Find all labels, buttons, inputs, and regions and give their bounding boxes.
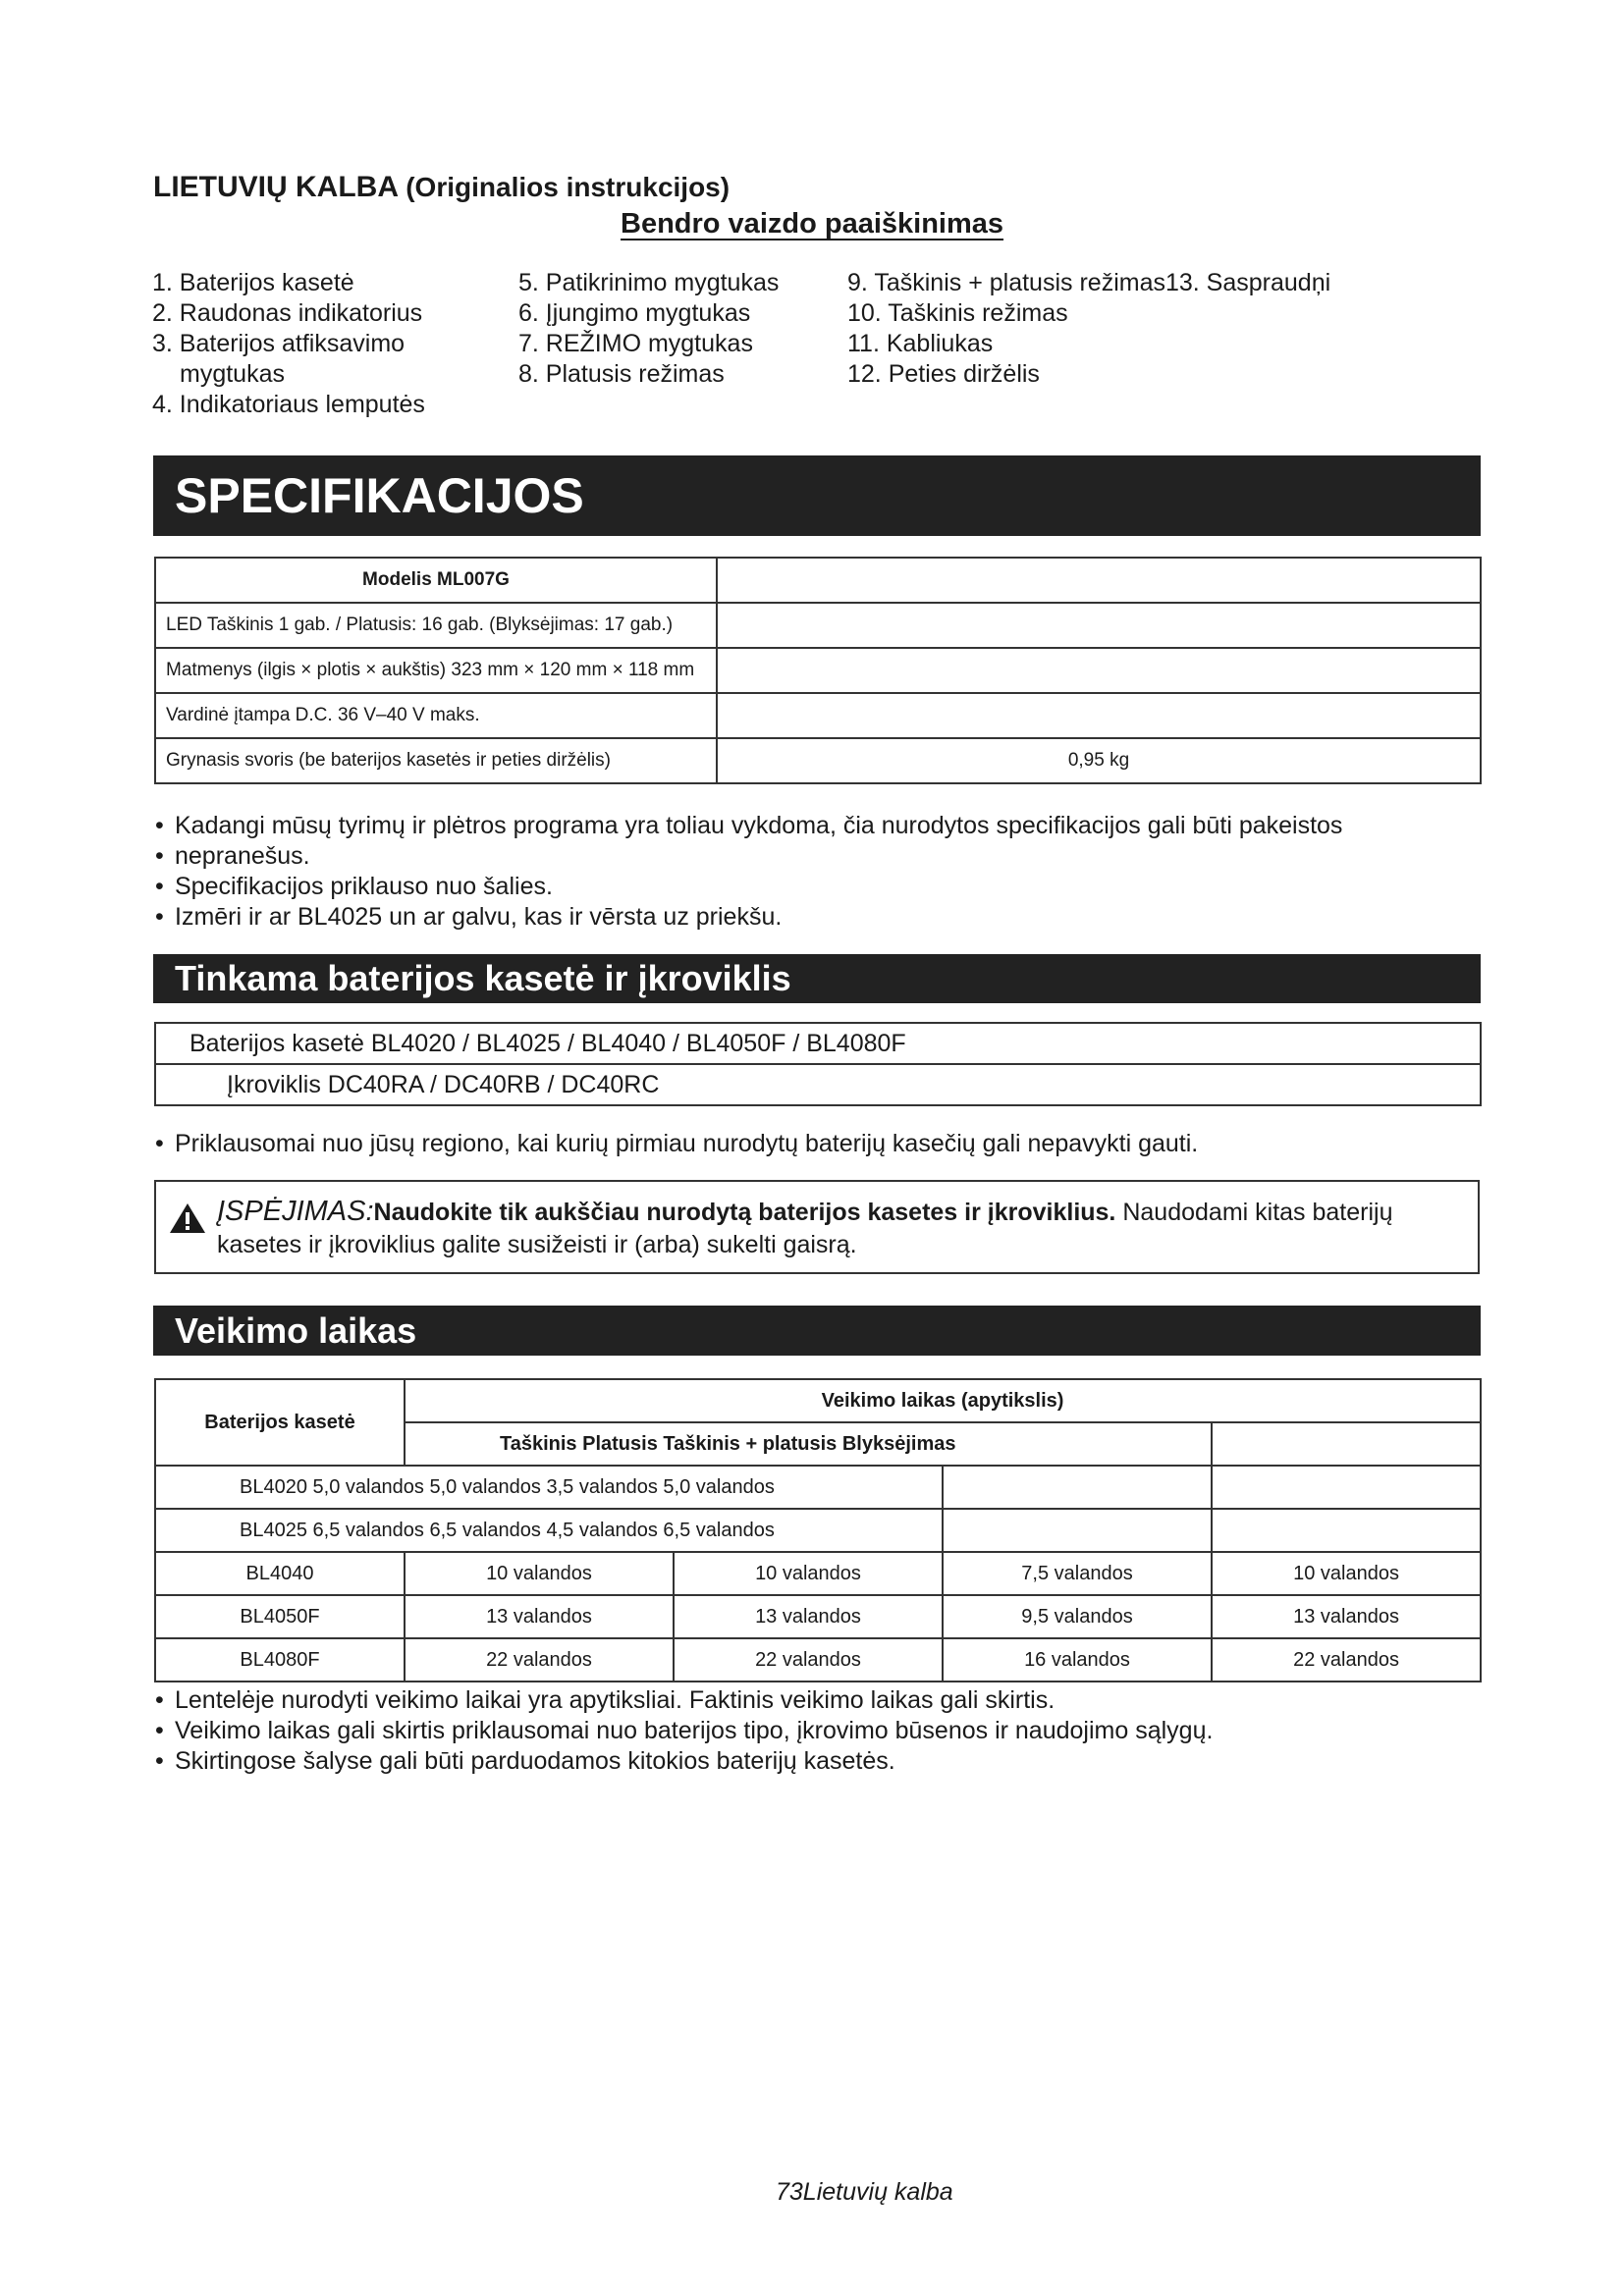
part-item: 7. REŽIMO mygtukas [518,330,753,357]
spec-empty-cell [717,648,1481,693]
part-item: 10. Taškinis režimas [847,299,1068,327]
runtime-notes [155,1685,1471,1777]
runtime-both-cell: 16 valandos [943,1638,1212,1682]
runtime-wide-cell: 13 valandos [674,1595,943,1638]
note-item: • Izmēri ir ar BL4025 un ar galvu, kas ir vērsta uz priekšu. [155,902,1471,933]
table-row [155,1595,1481,1638]
section-title-battery-charger: Tinkama baterijos kasetė ir įkroviklis [153,954,1481,1003]
note-item: • Specifikacijos priklauso nuo šalies. [155,872,1471,902]
part-item: 9. Taškinis + platusis režimas13. Saspraudņi [847,269,1331,296]
table-row [155,1509,1481,1552]
language-title [153,171,730,204]
parts-column-3 [847,268,1330,390]
table-row [155,1064,1481,1105]
warning-text [217,1196,1464,1261]
spec-empty-cell [717,558,1481,603]
spec-empty-cell [717,603,1481,648]
charger-row: Įkroviklis DC40RA / DC40RB / DC40RC [155,1064,1481,1105]
spec-empty-cell [717,693,1481,738]
table-row [155,1379,1481,1422]
table-row [155,1638,1481,1682]
part-item: 8. Platusis režimas [518,360,725,388]
runtime-spot-cell: 10 valandos [405,1552,674,1595]
warning-text-2: kasetes ir įkroviklius galite susižeisti ir (arba) sukelti gaisrą. [217,1231,857,1258]
part-item: 6. Įjungimo mygtukas [518,299,751,327]
battery-charger-table [154,1022,1482,1106]
part-item: 12. Peties diržėlis [847,360,1040,388]
part-item: 4. Indikatoriaus lemputės [152,391,425,418]
table-row [155,738,1481,783]
part-item: 1. Baterijos kasetė [152,269,354,296]
section-title-specifications: SPECIFIKACIJOS [153,455,1481,536]
spec-cell: Matmenys (ilgis × plotis × aukštis) 323 mm × 120 mm × 118 mm [155,648,717,693]
table-row [155,1552,1481,1595]
note-continuation-text: nepranešus. [175,842,310,870]
spec-weight-label: Grynasis svoris (be baterijos kasetės ir peties diržėlis) [155,738,717,783]
warning-label: ĮSPĖJIMAS: [217,1196,374,1227]
warning-box [154,1180,1480,1274]
runtime-empty-cell [1212,1509,1481,1552]
part-item: 3. Baterijos atfiksavimo [152,330,406,357]
note-continuation [155,841,1471,872]
runtime-table [154,1378,1482,1682]
table-row [155,693,1481,738]
spec-cell: LED Taškinis 1 gab. / Platusis: 16 gab. (Blyksėjimas: 17 gab.) [155,603,717,648]
runtime-empty-cell [943,1466,1212,1509]
specifications-table [154,557,1482,784]
note-item: • Skirtingose šalyse gali būti parduodamos kitokios baterijų kasetės. [155,1746,1471,1777]
spec-weight-value: 0,95 kg [717,738,1481,783]
table-row [155,603,1481,648]
parts-column-1 [152,268,425,420]
runtime-flash-cell: 10 valandos [1212,1552,1481,1595]
battery-notes [155,1129,1471,1159]
table-row [155,1023,1481,1064]
page-footer: 73Lietuvių kalba [776,2178,953,2206]
warning-triangle-icon [168,1201,207,1235]
spec-header-cell: Modelis ML007G [155,558,717,603]
runtime-battery-cell: BL4080F [155,1638,405,1682]
runtime-wide-cell: 22 valandos [674,1638,943,1682]
part-item: 5. Patikrinimo mygtukas [518,269,780,296]
note-item: • Kadangi mūsų tyrimų ir plėtros programa yra toliau vykdoma, čia nurodytos specifikacijos gali būti pakeistos [155,811,1471,841]
runtime-both-cell: 7,5 valandos [943,1552,1212,1595]
note-item: • Lentelėje nurodyti veikimo laikai yra apytiksliai. Faktinis veikimo laikas gali skirtis. [155,1685,1471,1716]
part-item: 2. Raudonas indikatorius [152,299,423,327]
runtime-group-header: Veikimo laikas (apytikslis) [405,1379,1481,1422]
runtime-flash-cell: 22 valandos [1212,1638,1481,1682]
part-item: 11. Kabliukas [847,330,994,357]
table-row [155,558,1481,603]
table-row [155,1466,1481,1509]
part-item-continuation: mygtukas [180,360,285,388]
parts-column-2 [518,268,779,390]
runtime-spot-cell: 13 valandos [405,1595,674,1638]
spec-cell: Vardinė įtampa D.C. 36 V–40 V maks. [155,693,717,738]
runtime-battery-cell: BL4040 [155,1552,405,1595]
runtime-battery-header: Baterijos kasetė [155,1379,405,1466]
warning-bold-text: Naudokite tik aukščiau nurodytą baterijos kasetes ir įkroviklius. [373,1199,1116,1226]
note-item: • Priklausomai nuo jūsų regiono, kai kurių pirmiau nurodytų baterijų kasečių gali nepavykti gauti. [155,1129,1471,1159]
runtime-spot-cell: 22 valandos [405,1638,674,1682]
runtime-wide-cell: 10 valandos [674,1552,943,1595]
spec-notes [155,811,1471,933]
runtime-merged-row: BL4020 5,0 valandos 5,0 valandos 3,5 valandos 5,0 valandos [155,1466,943,1509]
runtime-battery-cell: BL4050F [155,1595,405,1638]
runtime-empty-cell [943,1509,1212,1552]
runtime-both-cell: 9,5 valandos [943,1595,1212,1638]
warning-text-1: Naudodami kitas baterijų [1115,1199,1393,1226]
overview-title: Bendro vaizdo paaiškinimas [621,208,1004,240]
note-item: • Veikimo laikas gali skirtis priklausomai nuo baterijos tipo, įkrovimo būsenos ir naudojimo sąlygų. [155,1716,1471,1746]
language-heading: LIETUVIŲ KALBA [153,171,398,203]
battery-row: Baterijos kasetė BL4020 / BL4025 / BL4040 / BL4050F / BL4080F [155,1023,1481,1064]
language-subtitle: (Originalios instrukcijos) [406,172,731,202]
runtime-merged-row: BL4025 6,5 valandos 6,5 valandos 4,5 valandos 6,5 valandos [155,1509,943,1552]
runtime-empty-cell [1212,1466,1481,1509]
table-row [155,648,1481,693]
runtime-empty-cell [1212,1422,1481,1466]
runtime-subheader: Taškinis Platusis Taškinis + platusis Blyksėjimas [405,1422,1212,1466]
runtime-flash-cell: 13 valandos [1212,1595,1481,1638]
section-title-runtime: Veikimo laikas [153,1306,1481,1356]
